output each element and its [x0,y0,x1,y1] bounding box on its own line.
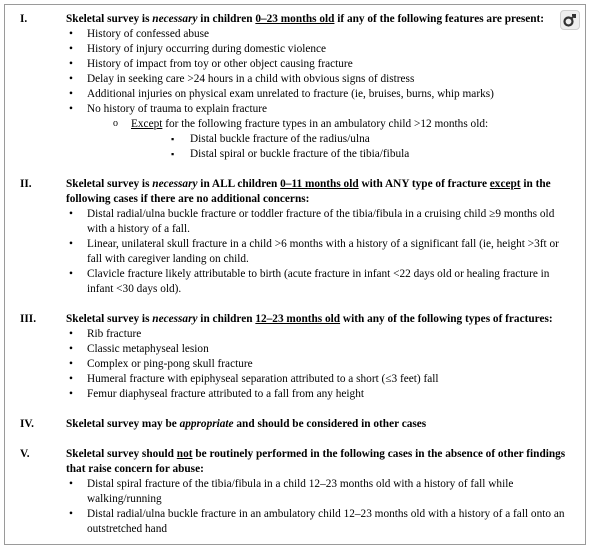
heading-segment: in ALL children [197,178,281,190]
heading-segment: and should be considered in other cases [233,418,427,430]
heading-segment: except [489,178,521,190]
list-item [66,267,567,297]
list-item [169,132,567,147]
heading-segment: be routinely performed in the following cases in the absence of other findings that raise concern for abuse: [66,448,566,475]
heading-segment: necessary [152,178,198,190]
heading-segment: with ANY type of fracture [358,178,490,190]
section-heading [66,177,567,207]
section-body [66,177,587,297]
section-numeral: II. [20,178,32,190]
item-text: Distal spiral or buckle fracture of the tibia/fibula [190,148,410,160]
heading-segment: Skeletal survey is [66,313,153,325]
item-lead-text: Except [131,118,163,130]
section-spacer [5,297,587,312]
item-text: Distal radial/ulna buckle fracture or toddler fracture of the tibia/fibula in a cruising child ≥9 months old with a history of a fall. [87,208,555,235]
list-item [66,42,567,57]
item-text: Distal radial/ulna buckle fracture in an ambulatory child 12–23 months old with a history of a fall onto an outstretched hand [87,508,565,535]
heading-segment: in children [197,13,256,25]
section-heading [66,417,567,432]
item-text: Additional injuries on physical exam unrelated to fracture (ie, bruises, burns, whip marks) [87,88,494,100]
item-text: Complex or ping-pong skull fracture [87,358,253,370]
section-heading [66,312,567,327]
list-item [66,372,567,387]
list-item [169,147,567,162]
section-1 [5,12,587,162]
heading-segment: Skeletal survey may be [66,418,180,430]
heading-segment: 12–23 months old [255,313,341,325]
list-item [66,477,567,507]
item-text: Clavicle fracture likely attributable to birth (acute fracture in infant <22 days old or healing fracture in infant <30 days old). [87,268,550,295]
section-heading [66,12,567,27]
item-text: Humeral fracture with epiphyseal separation attributed to a short (≤3 feet) fall [87,373,439,385]
bullet-list-level-1 [66,207,567,297]
list-item [66,207,567,237]
heading-segment: if any of the following features are present: [334,13,545,25]
section-4 [5,417,587,432]
bullet-list-level-3 [131,132,567,162]
heading-segment: Skeletal survey is [66,178,153,190]
section-body [66,12,587,162]
section-spacer [5,162,587,177]
list-item [66,507,567,537]
item-text: Distal buckle fracture of the radius/ulna [190,133,370,145]
heading-segment: 0–23 months old [255,13,335,25]
heading-segment: not [176,448,193,460]
document-page [4,4,586,545]
item-text: Classic metaphyseal lesion [87,343,209,355]
list-item [66,357,567,372]
item-text: Delay in seeking care >24 hours in a child with obvious signs of distress [87,73,415,85]
heading-segment: Skeletal survey is [66,13,153,25]
section-body [66,417,587,432]
list-item [66,342,567,357]
bullet-list-level-1 [66,27,567,162]
list-item [66,87,567,102]
list-item [66,237,567,267]
item-text: Femur diaphyseal fracture attributed to a fall from any height [87,388,364,400]
item-text: Distal spiral fracture of the tibia/fibula in a child 12–23 months old with a history of fall while walking/running [87,478,514,505]
bullet-list-level-1 [66,327,567,402]
section-numeral: IV. [20,418,34,430]
heading-segment: 0–11 months old [280,178,359,190]
item-text: Rib fracture [87,328,142,340]
heading-segment: in children [197,313,256,325]
section-numeral: I. [20,13,28,25]
item-text: for the following fracture types in an ambulatory child >12 months old: [162,118,489,130]
list-item [66,57,567,72]
heading-segment: in the following cases if there are no additional concerns: [66,178,551,205]
section-spacer [5,432,587,447]
section-3 [5,312,587,402]
list-item [66,102,567,162]
section-5 [5,447,587,537]
item-text: No history of trauma to explain fracture [87,103,268,115]
section-spacer [5,402,587,417]
section-body [66,312,587,402]
item-text: Linear, unilateral skull fracture in a child >6 months with a history of a significant fall (ie, height >3ft or fall with caregiver landing on child. [87,238,559,265]
section-body [66,447,587,537]
heading-segment: necessary [152,313,198,325]
list-item [66,387,567,402]
heading-segment: appropriate [179,418,234,430]
heading-segment: Skeletal survey should [66,448,177,460]
item-text: History of injury occurring during domestic violence [87,43,327,55]
list-item [66,72,567,87]
list-item [110,117,567,162]
item-text: History of impact from toy or other object causing fracture [87,58,353,70]
section-numeral: III. [20,313,37,325]
list-item [66,327,567,342]
heading-segment: with any of the following types of fractures: [340,313,553,325]
section-numeral: V. [20,448,30,460]
heading-segment: necessary [152,13,198,25]
item-text: History of confessed abuse [87,28,210,40]
list-item [66,27,567,42]
bullet-list-level-1 [66,477,567,537]
survey-guidelines [5,12,587,537]
section-2 [5,177,587,297]
bullet-list-level-2 [87,117,567,162]
section-heading [66,447,567,477]
